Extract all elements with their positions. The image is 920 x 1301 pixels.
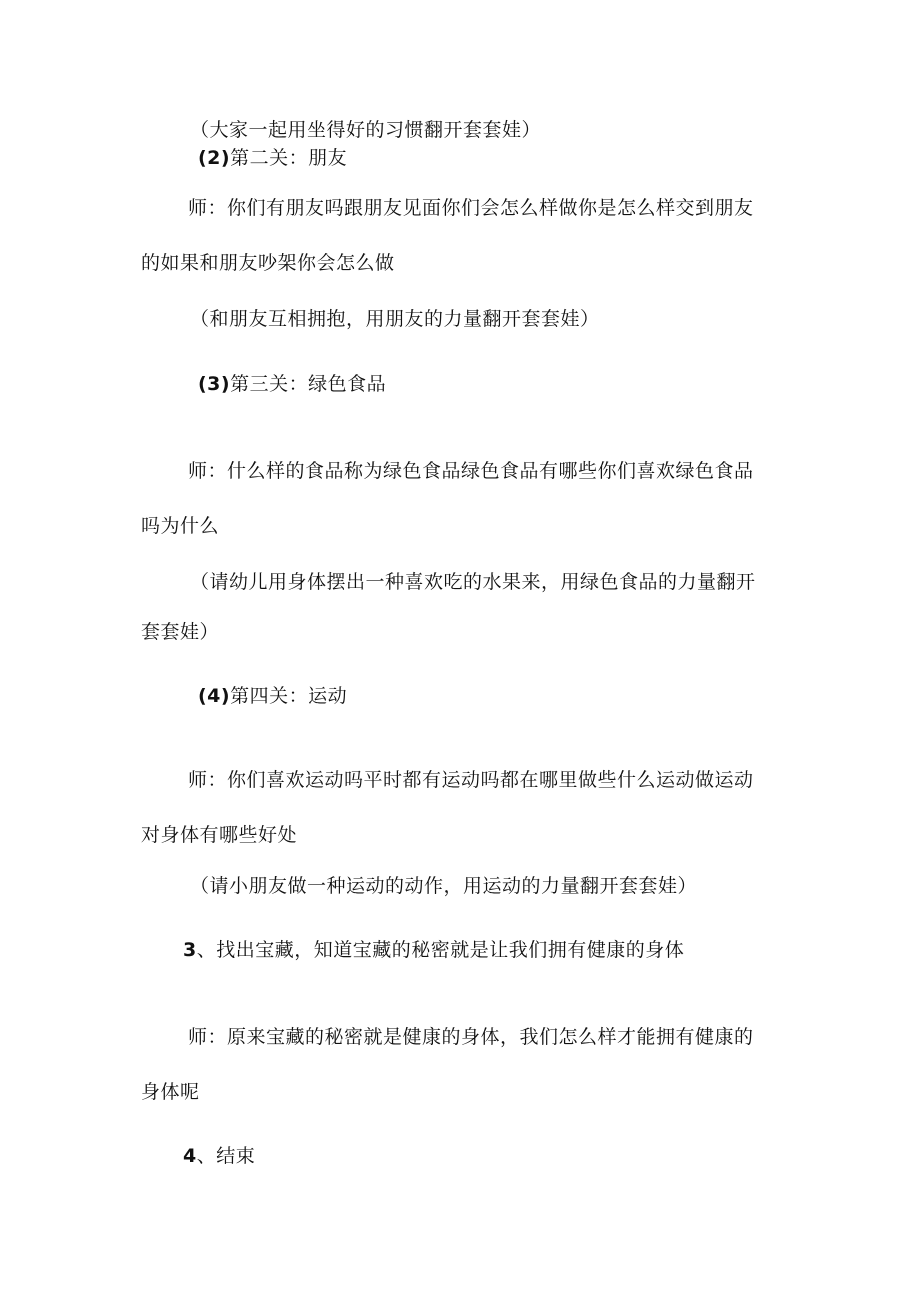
heading-level-2	[198, 146, 347, 170]
teacher-question-friends-line-1: 师：你们有朋友吗跟朋友见面你们会怎么样做你是怎么样交到朋友	[188, 197, 754, 219]
section-4-text: 、结束	[196, 1145, 256, 1167]
paragraph-fruit-activity-line-1: （请幼儿用身体摆出一种喜欢吃的水果来，用绿色食品的力量翻开	[190, 571, 756, 593]
section-3-text: 、找出宝藏，知道宝藏的秘密就是让我们拥有健康的身体	[196, 939, 685, 961]
heading-level-2-number: (2)	[198, 147, 231, 169]
paragraph-sports-activity: （请小朋友做一种运动的动作，用运动的力量翻开套套娃）	[190, 875, 698, 897]
section-3-number: 3	[183, 939, 197, 961]
teacher-question-food-line-2: 吗为什么	[141, 515, 220, 537]
heading-level-3	[198, 372, 386, 396]
teacher-summary-line-2: 身体呢	[141, 1081, 200, 1103]
heading-level-4	[198, 684, 347, 708]
paragraph-friends-activity: （和朋友互相拥抱，用朋友的力量翻开套套娃）	[190, 308, 600, 330]
heading-level-4-text: 第四关：运动	[230, 685, 348, 707]
heading-level-4-number: (4)	[198, 685, 231, 707]
heading-level-2-text: 第二关：朋友	[230, 147, 348, 169]
heading-level-3-text: 第三关：绿色食品	[230, 373, 387, 395]
teacher-question-sports-line-2: 对身体有哪些好处	[141, 824, 298, 846]
heading-level-3-number: (3)	[198, 373, 231, 395]
paragraph-fruit-activity-line-2: 套套娃）	[141, 621, 220, 643]
teacher-question-food-line-1: 师：什么样的食品称为绿色食品绿色食品有哪些你们喜欢绿色食品	[188, 460, 754, 482]
paragraph-habit-note: （大家一起用坐得好的习惯翻开套套娃）	[190, 119, 542, 141]
teacher-question-sports-line-1: 师：你们喜欢运动吗平时都有运动吗都在哪里做些什么运动做运动	[188, 769, 754, 791]
section-4-number: 4	[183, 1145, 197, 1167]
section-4-heading	[183, 1144, 255, 1168]
teacher-question-friends-line-2: 的如果和朋友吵架你会怎么做	[141, 252, 395, 274]
teacher-summary-line-1: 师：原来宝藏的秘密就是健康的身体，我们怎么样才能拥有健康的	[188, 1026, 754, 1048]
section-3-heading	[183, 938, 684, 962]
